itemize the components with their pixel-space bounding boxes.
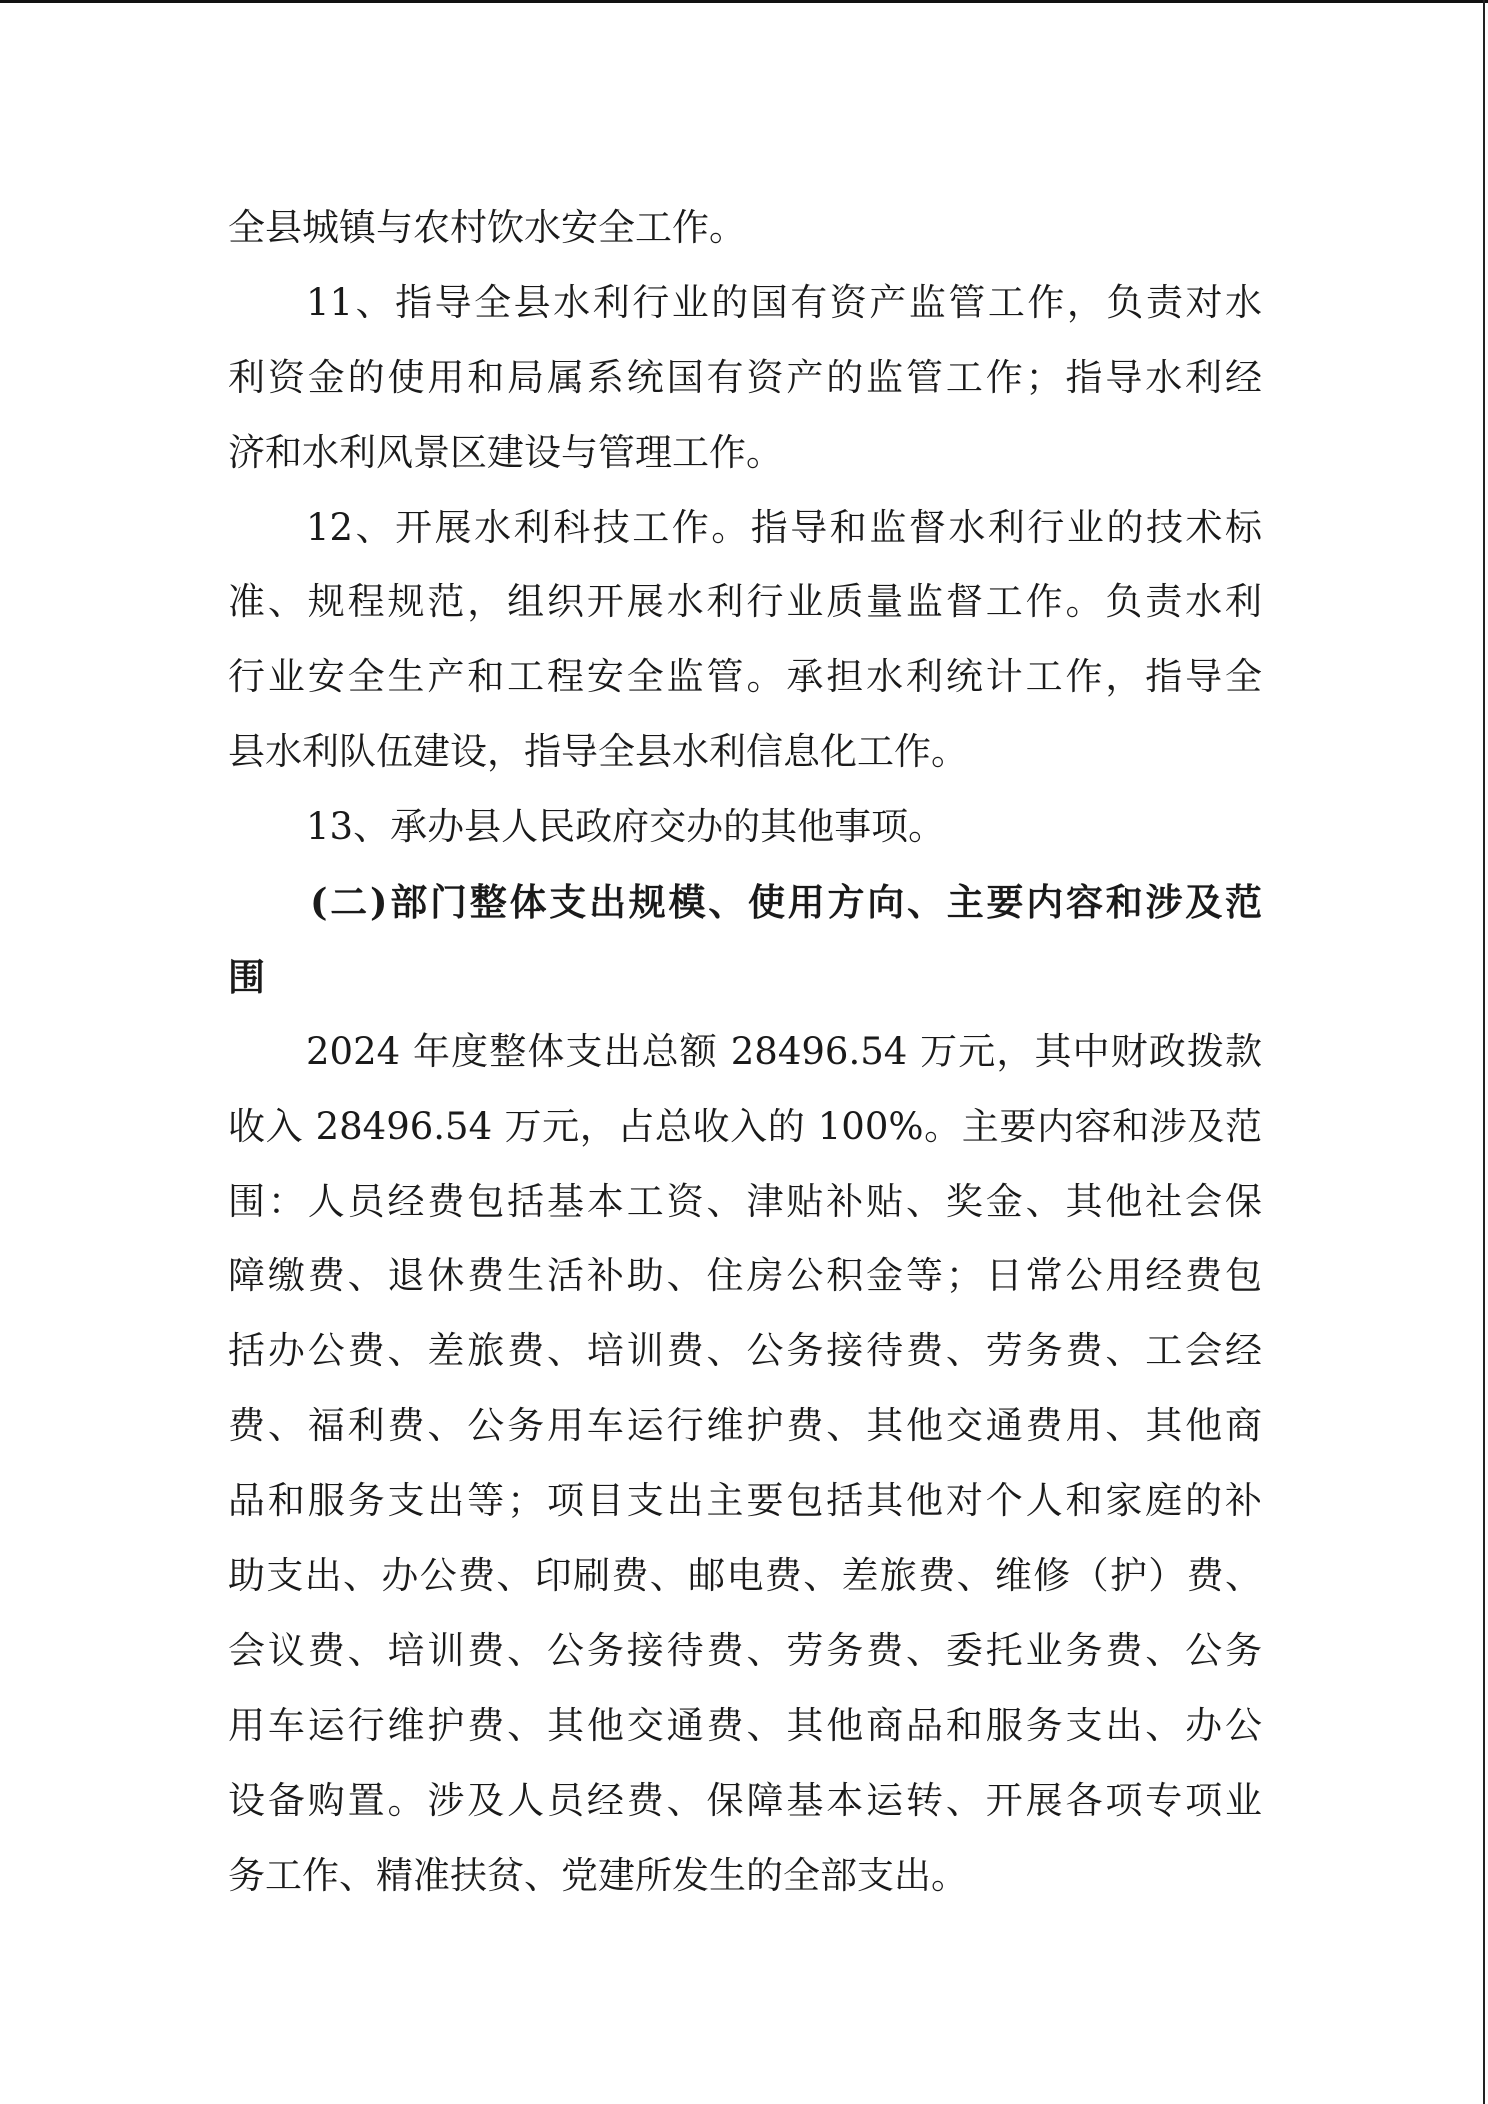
text-line: 县水利队伍建设，指导全县水利信息化工作。 (228, 730, 968, 774)
text-line: 12、开展水利科技工作。指导和监督水利行业的技术标 (306, 505, 1262, 549)
text-line: 准、规程规范，组织开展水利行业质量监督工作。负责水利 (228, 580, 1262, 624)
paragraph (228, 191, 1262, 266)
section-heading (228, 865, 1262, 1015)
text-line: 13、承办县人民政府交办的其他事项。 (306, 805, 946, 849)
text-line: 2024 年度整体支出总额 28496.54 万元，其中财政拨款 (306, 1029, 1262, 1073)
text-line: 品和服务支出等；项目支出主要包括其他对个人和家庭的补 (228, 1479, 1262, 1523)
text-line: 利资金的使用和局属系统国有资产的监管工作；指导水利经 (228, 355, 1262, 399)
page-right-border (1483, 0, 1485, 2104)
text-line: 费、福利费、公务用车运行维护费、其他交通费用、其他商 (228, 1404, 1262, 1448)
text-line: 收入 28496.54 万元，占总收入的 100%。主要内容和涉及范 (228, 1104, 1262, 1148)
page-top-border (0, 0, 1488, 3)
paragraph (228, 266, 1262, 491)
text-line: 障缴费、退休费生活补助、住房公积金等；日常公用经费包 (228, 1254, 1262, 1298)
paragraph (228, 790, 1262, 865)
text-line: 围 (228, 954, 265, 999)
text-line: 括办公费、差旅费、培训费、公务接待费、劳务费、工会经 (228, 1329, 1262, 1373)
text-line: 济和水利风景区建设与管理工作。 (228, 430, 783, 474)
text-line: 行业安全生产和工程安全监管。承担水利统计工作，指导全 (228, 655, 1262, 699)
text-line: 用车运行维护费、其他交通费、其他商品和服务支出、办公 (228, 1703, 1262, 1747)
text-line: 全县城镇与农村饮水安全工作。 (228, 206, 746, 249)
text-line: 设备购置。涉及人员经费、保障基本运转、开展各项专项业 (228, 1778, 1262, 1822)
text-line: 会议费、培训费、公务接待费、劳务费、委托业务费、公务 (228, 1628, 1262, 1672)
text-line: 围：人员经费包括基本工资、津贴补贴、奖金、其他社会保 (228, 1179, 1262, 1223)
paragraph (228, 1015, 1262, 1914)
paragraph (228, 491, 1262, 791)
text-line: 务工作、精准扶贫、党建所发生的全部支出。 (228, 1853, 968, 1897)
text-line: 助支出、办公费、印刷费、邮电费、差旅费、维修（护）费、 (228, 1554, 1262, 1598)
text-line: 11、指导全县水利行业的国有资产监管工作，负责对水 (306, 280, 1262, 324)
document-body (228, 191, 1262, 1913)
text-line: (二)部门整体支出规模、使用方向、主要内容和涉及范 (310, 880, 1262, 925)
